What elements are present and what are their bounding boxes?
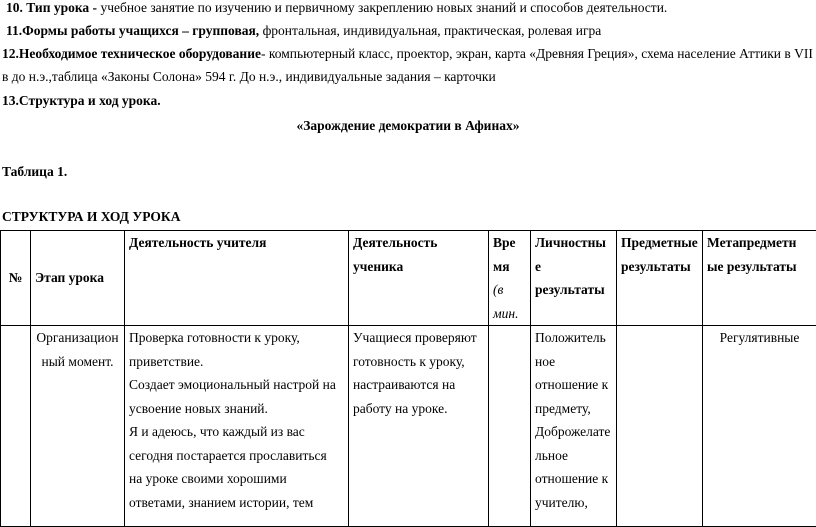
teacher-line: ответами, знанием истории, тем [129, 491, 344, 515]
header-subject [617, 231, 703, 326]
header-time-line: мя [493, 255, 526, 279]
header-stage: Этап урока [31, 231, 125, 326]
intro-line-12b: в до н.э.,таблица «Законы Солона» 594 г. До н.э., индивидуальные задания – карточки [2, 69, 496, 85]
personal-line: льное [535, 444, 612, 468]
teacher-line: сегодня постарается прославиться [129, 444, 344, 468]
row-teacher-cell [125, 326, 349, 527]
equipment-text: - компьютерный класс, проектор, экран, карта «Древняя Греция», схема население Аттики в VII [261, 46, 813, 61]
lesson-type-label: 10. Тип урока - [6, 0, 97, 15]
header-subject-line: результаты [621, 255, 698, 279]
row-subject-cell [617, 326, 703, 527]
header-student-line: ученика [353, 255, 484, 279]
structure-title: СТРУКТУРА И ХОД УРОКА [2, 209, 180, 225]
header-personal-line: результаты [535, 278, 612, 302]
header-time-line: Вре [493, 231, 526, 255]
student-line: настраиваются на [353, 373, 484, 397]
stage-line: ный момент. [35, 350, 120, 374]
lesson-title: «Зарождение демократии в Афинах» [0, 118, 816, 134]
personal-line: Доброжелате [535, 420, 612, 444]
personal-line: ное [535, 350, 612, 374]
table-header-row [1, 231, 816, 326]
header-personal-line: Личностны [535, 231, 612, 255]
header-student [349, 231, 489, 326]
intro-line-13: 13.Структура и ход урока. [2, 93, 161, 109]
meta-line: Регулятивные [707, 326, 812, 350]
intro-line-12 [2, 46, 813, 62]
header-time-line: мин. [493, 302, 526, 326]
intro-line-10 [6, 0, 667, 16]
lesson-structure-table [0, 230, 816, 527]
header-time-line: (в [493, 278, 526, 302]
header-subject-line: Предметные [621, 231, 698, 255]
work-forms-text: фронтальная, индивидуальная, практическая, ролевая игра [259, 23, 601, 38]
row-meta-cell [703, 326, 816, 527]
header-num: № [1, 231, 31, 326]
personal-line: отношение к [535, 467, 612, 491]
stage-line: Организацион [35, 326, 120, 350]
row-student-cell [349, 326, 489, 527]
row-num-cell [1, 326, 31, 527]
student-line: работу на уроке. [353, 397, 484, 421]
equipment-label: 12.Необходимое техническое оборудование [2, 46, 261, 61]
header-personal-line: е [535, 255, 612, 279]
header-personal [531, 231, 617, 326]
header-meta-line: ые результаты [707, 255, 812, 279]
header-teacher: Деятельность учителя [125, 231, 349, 326]
table-row [1, 326, 816, 527]
teacher-line: Я и адеюсь, что каждый из вас [129, 420, 344, 444]
intro-line-11 [6, 23, 601, 39]
header-meta [703, 231, 816, 326]
teacher-line: на уроке своими хорошими [129, 467, 344, 491]
table-label: Таблица 1. [2, 164, 67, 180]
work-forms-label: 11.Формы работы учащихся – групповая, [6, 23, 259, 38]
personal-line: предмету, [535, 397, 612, 421]
teacher-line: Проверка готовности к уроку, [129, 326, 344, 350]
personal-line: Положитель [535, 326, 612, 350]
row-time-cell [489, 326, 531, 527]
header-student-line: Деятельность [353, 231, 484, 255]
teacher-line: усвоение новых знаний. [129, 397, 344, 421]
row-stage-cell [31, 326, 125, 527]
student-line: готовность к уроку, [353, 350, 484, 374]
teacher-line: Создает эмоциональный настрой на [129, 373, 344, 397]
personal-line: учителю, [535, 491, 612, 515]
row-personal-cell [531, 326, 617, 527]
lesson-type-text: учебное занятие по изучению и первичному закреплению новых знаний и способов деятельности. [97, 0, 667, 15]
personal-line: отношение к [535, 373, 612, 397]
header-meta-line: Метапредметн [707, 231, 812, 255]
teacher-line: приветствие. [129, 350, 344, 374]
student-line: Учащиеся проверяют [353, 326, 484, 350]
header-time [489, 231, 531, 326]
